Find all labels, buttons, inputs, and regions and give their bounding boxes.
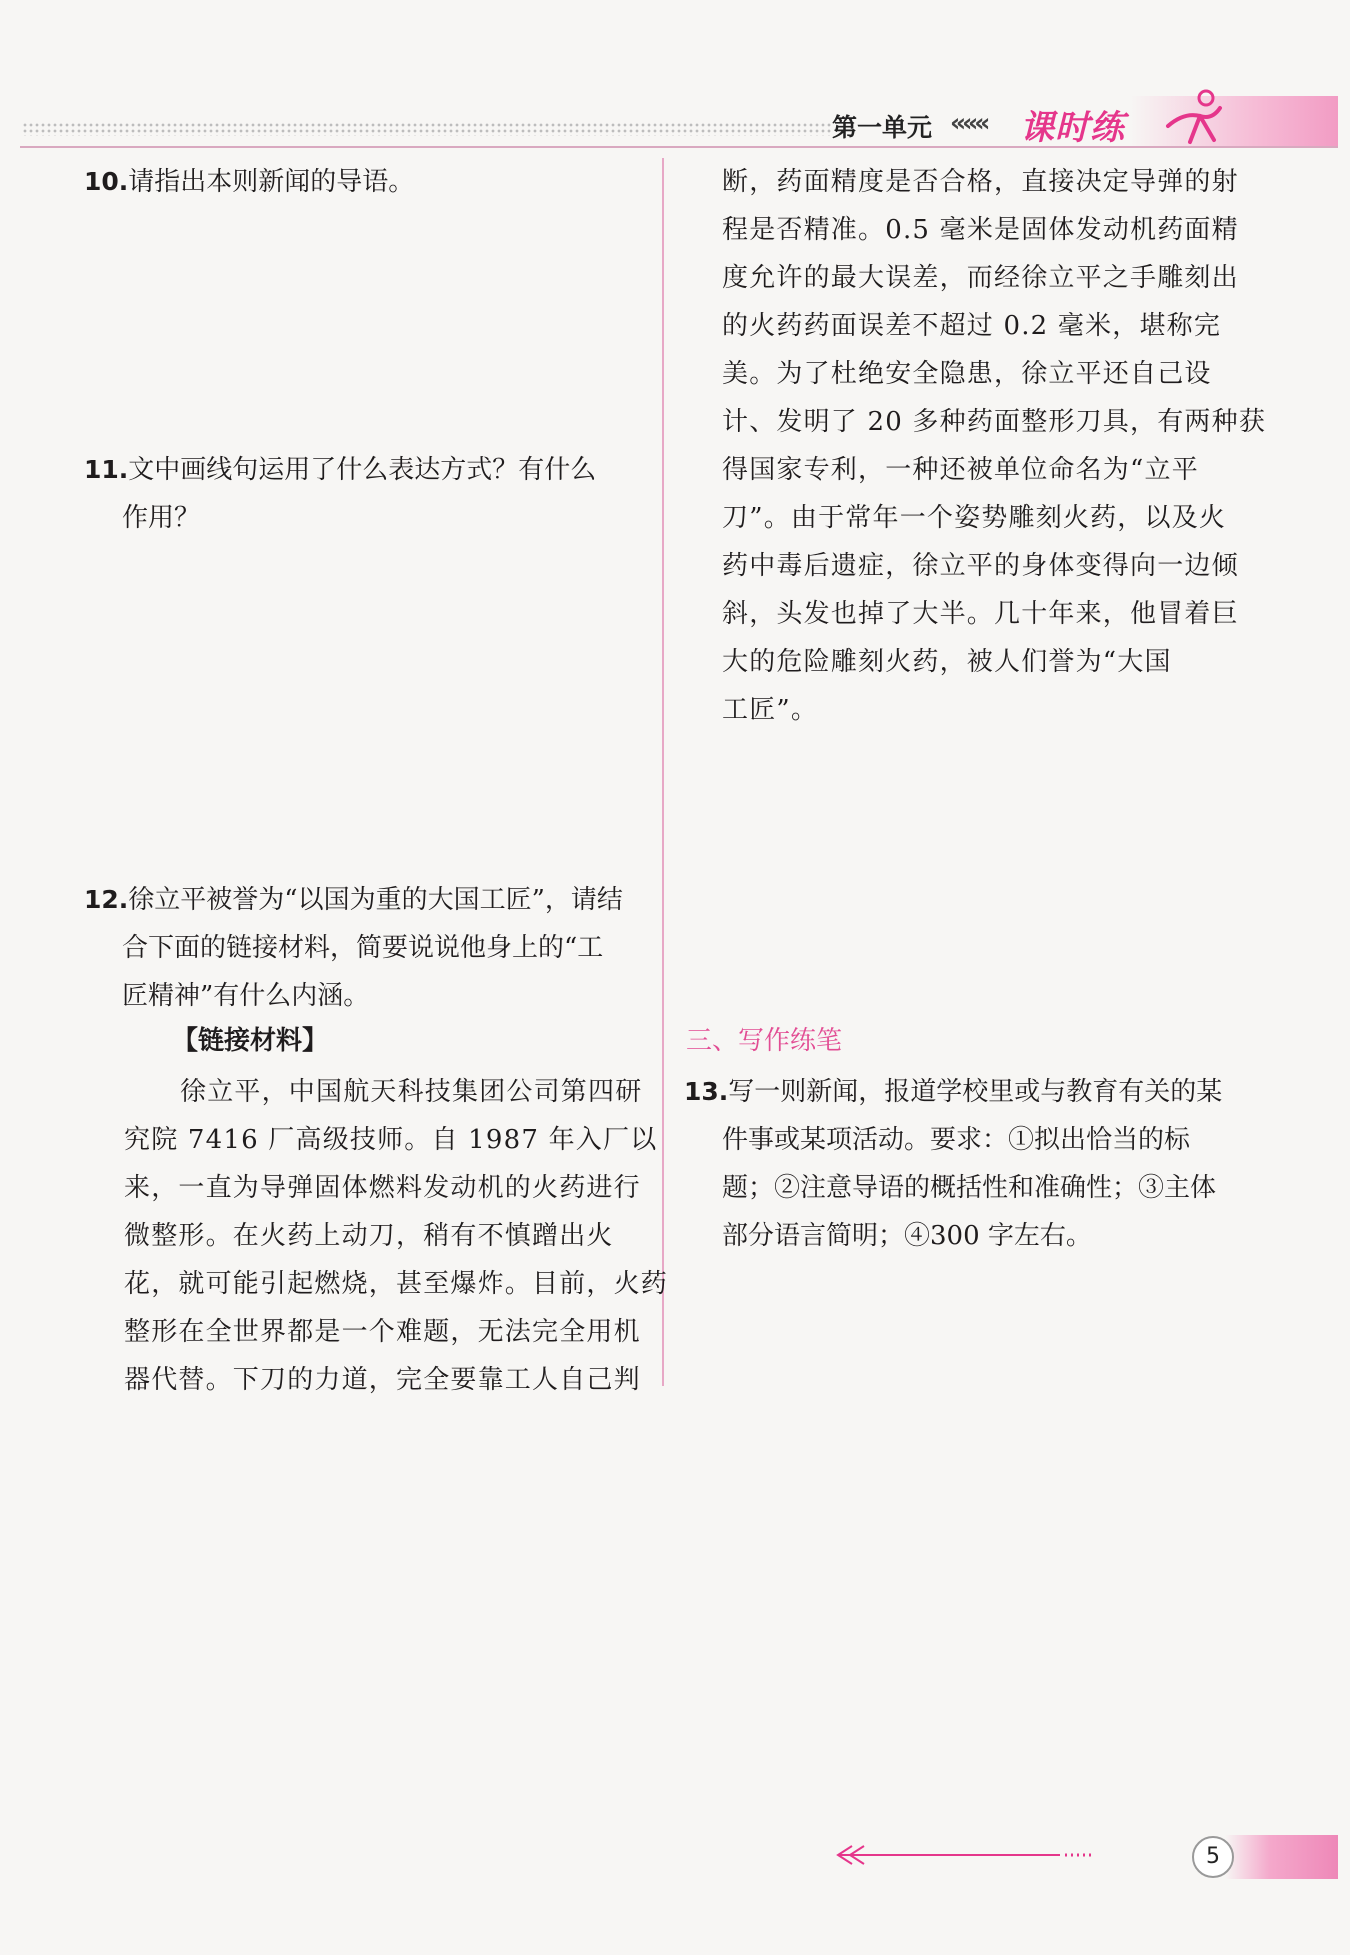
material-left-line: 微整形。在火药上动刀，稍有不慎蹭出火 [124, 1221, 614, 1251]
question-11-line-2: 作用？ [122, 503, 201, 533]
material-right-line: 工匠”。 [722, 695, 819, 725]
question-10-text: 请指出本则新闻的导语。 [128, 167, 415, 197]
material-right-line: 大的危险雕刻火药，被人们誉为“大国 [722, 647, 1172, 677]
question-13-line-2: 件事或某项活动。要求：①拟出恰当的标 [722, 1125, 1191, 1155]
question-12-line-2: 合下面的链接材料，简要说说他身上的“工 [122, 933, 604, 963]
material-left-line: 来，一直为导弹固体燃料发动机的火药进行 [124, 1173, 641, 1203]
material-right-line: 美。为了杜绝安全隐患，徐立平还自己设 [722, 359, 1212, 389]
link-material-title: 【链接材料】 [172, 1026, 329, 1056]
question-13 [684, 1068, 1222, 1116]
material-left-line: 徐立平，中国航天科技集团公司第四研 [180, 1077, 643, 1107]
header-rule [20, 146, 1338, 148]
question-12-number: 12. [84, 885, 129, 914]
page-number: 5 [1192, 1836, 1234, 1878]
question-11 [84, 446, 596, 494]
question-11-line-1: 文中画线句运用了什么表达方式？有什么 [128, 455, 597, 485]
material-right-line: 的火药药面误差不超过 0.2 毫米，堪称完 [722, 311, 1222, 341]
question-11-number: 11. [84, 455, 129, 484]
material-left-line: 整形在全世界都是一个难题，无法完全用机 [124, 1317, 641, 1347]
section-3-heading: 三、写作练笔 [686, 1026, 843, 1056]
material-right-line: 程是否精准。0.5 毫米是固体发动机药面精 [722, 215, 1239, 245]
material-right-line: 刀”。由于常年一个姿势雕刻火药，以及火 [722, 503, 1227, 533]
column-divider [662, 158, 664, 1386]
question-12 [84, 876, 623, 924]
material-right-line: 斜，头发也掉了大半。几十年来，他冒着巨 [722, 599, 1239, 629]
material-right-line: 度允许的最大误差，而经徐立平之手雕刻出 [722, 263, 1239, 293]
material-right-line: 断，药面精度是否合格，直接决定导弹的射 [722, 167, 1239, 197]
unit-label: 第一单元 [832, 113, 933, 142]
material-right-line: 得国家专利，一种还被单位命名为“立平 [722, 455, 1199, 485]
footer-pink-band [1225, 1835, 1338, 1879]
brand-title: 课时练 [1020, 108, 1125, 148]
material-right-line: 药中毒后遗症，徐立平的身体变得向一边倾 [722, 551, 1239, 581]
material-right-line: 计、发明了 20 多种药面整形刀具，有两种获 [722, 407, 1267, 437]
question-13-line-1: 写一则新闻，报道学校里或与教育有关的某 [728, 1077, 1223, 1107]
question-12-line-3: 匠精神”有什么内涵。 [122, 981, 370, 1011]
runner-figure-icon [1160, 86, 1230, 150]
header-dot-pattern [22, 122, 832, 136]
footer-arrow-icon [830, 1840, 1100, 1870]
question-12-line-1: 徐立平被誉为“以国为重的大国工匠”，请结 [128, 885, 623, 915]
question-13-line-4: 部分语言简明；④300 字左右。 [722, 1221, 1092, 1251]
question-10 [84, 158, 414, 206]
material-left-line: 器代替。下刀的力道，完全要靠工人自己判 [124, 1365, 641, 1395]
material-left-line: 究院 7416 厂高级技师。自 1987 年入厂以 [124, 1125, 658, 1155]
material-left-line: 花，就可能引起燃烧，甚至爆炸。目前，火药 [124, 1269, 669, 1299]
question-13-number: 13. [684, 1077, 729, 1106]
question-10-number: 10. [84, 167, 129, 196]
chevrons-icon: ««« [950, 108, 987, 137]
question-13-line-3: 题；②注意导语的概括性和准确性；③主体 [722, 1173, 1217, 1203]
